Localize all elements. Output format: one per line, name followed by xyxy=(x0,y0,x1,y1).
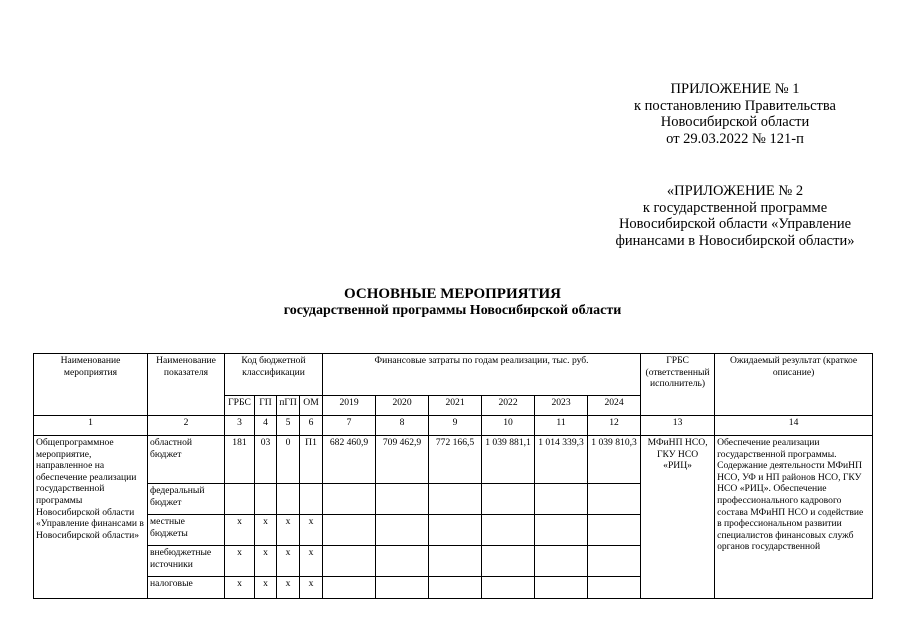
value-cell: 772 166,5 xyxy=(429,436,482,484)
indicator-cell: внебюджетные источники xyxy=(148,546,225,577)
value-cell: 1 014 339,3 xyxy=(535,436,588,484)
column-number: 12 xyxy=(588,416,641,436)
code-cell: х xyxy=(225,577,255,599)
appendix-2-line: «ПРИЛОЖЕНИЕ № 2 xyxy=(666,183,804,199)
value-cell xyxy=(376,546,429,577)
code-cell: х xyxy=(277,577,300,599)
subheader-code-grbs: ГРБС xyxy=(225,396,255,416)
column-number: 1 xyxy=(34,416,148,436)
subheader-code-gp: ГП xyxy=(255,396,277,416)
column-number: 10 xyxy=(482,416,535,436)
indicator-cell: местные бюджеты xyxy=(148,515,225,546)
appendix-2-line: Новосибирской области «Управление xyxy=(618,216,852,232)
header-indicator-name: Наименование показателя xyxy=(148,354,225,416)
code-cell: 181 xyxy=(225,436,255,484)
column-number: 3 xyxy=(225,416,255,436)
subheader-year: 2023 xyxy=(535,396,588,416)
value-cell xyxy=(535,515,588,546)
column-number: 5 xyxy=(277,416,300,436)
column-number: 8 xyxy=(376,416,429,436)
column-number: 4 xyxy=(255,416,277,436)
code-cell xyxy=(255,484,277,515)
value-cell xyxy=(588,577,641,599)
header-financial-costs: Финансовые затраты по годам реализации, тыс. руб. xyxy=(323,354,641,396)
header-event-name: Наименование мероприятия xyxy=(34,354,148,416)
value-cell xyxy=(482,546,535,577)
header-budget-code: Код бюджетной классификации xyxy=(225,354,323,396)
value-cell xyxy=(588,546,641,577)
code-cell: х xyxy=(225,546,255,577)
value-cell: 709 462,9 xyxy=(376,436,429,484)
value-cell: 682 460,9 xyxy=(323,436,376,484)
code-cell xyxy=(300,484,323,515)
main-events-table xyxy=(33,353,873,599)
value-cell xyxy=(588,484,641,515)
value-cell xyxy=(323,515,376,546)
table-row xyxy=(34,436,873,484)
value-cell xyxy=(323,577,376,599)
code-cell: 0 xyxy=(277,436,300,484)
value-cell xyxy=(376,515,429,546)
appendix-1-line: к постановлению Правительства xyxy=(634,97,836,114)
value-cell xyxy=(376,577,429,599)
column-number: 2 xyxy=(148,416,225,436)
value-cell xyxy=(482,577,535,599)
document-title: ОСНОВНЫЕ МЕРОПРИЯТИЯ xyxy=(344,286,561,302)
executor-cell: МФиНП НСО, ГКУ НСО «РИЦ» xyxy=(641,436,715,599)
value-cell xyxy=(429,515,482,546)
subheader-code-pgp: пГП xyxy=(277,396,300,416)
appendix-2-line: к государственной программе xyxy=(642,199,828,216)
value-cell xyxy=(535,546,588,577)
value-cell xyxy=(429,577,482,599)
subheader-year: 2022 xyxy=(482,396,535,416)
appendix-1-line: ПРИЛОЖЕНИЕ № 1 xyxy=(670,81,800,97)
code-cell: х xyxy=(300,515,323,546)
subheader-code-om: ОМ xyxy=(300,396,323,416)
appendix-1-line: Новосибирской области xyxy=(660,114,810,130)
code-cell xyxy=(225,484,255,515)
code-cell: х xyxy=(300,546,323,577)
code-cell: П1 xyxy=(300,436,323,484)
subheader-year: 2019 xyxy=(323,396,376,416)
code-cell: х xyxy=(255,546,277,577)
event-name-cell: Общепрограммное мероприятие, направленное на обеспечение реализации государственной программы Новосибирской области «Управление финансами в Новосибирской области» xyxy=(34,436,148,599)
column-number: 7 xyxy=(323,416,376,436)
value-cell xyxy=(323,484,376,515)
column-number: 9 xyxy=(429,416,482,436)
header-grbs-executor: ГРБС (ответственный исполнитель) xyxy=(641,354,715,416)
code-cell: х xyxy=(225,515,255,546)
subheader-year: 2024 xyxy=(588,396,641,416)
value-cell xyxy=(482,515,535,546)
value-cell xyxy=(429,484,482,515)
header-row xyxy=(34,354,873,396)
column-number: 11 xyxy=(535,416,588,436)
appendix-2-line: финансами в Новосибирской области» xyxy=(615,232,855,249)
value-cell xyxy=(535,484,588,515)
code-cell xyxy=(277,484,300,515)
value-cell xyxy=(429,546,482,577)
column-number: 14 xyxy=(715,416,873,436)
value-cell: 1 039 810,3 xyxy=(588,436,641,484)
value-cell xyxy=(323,546,376,577)
indicator-cell: областной бюджет xyxy=(148,436,225,484)
subheader-year: 2020 xyxy=(376,396,429,416)
column-number: 6 xyxy=(300,416,323,436)
value-cell xyxy=(376,484,429,515)
subheader-year: 2021 xyxy=(429,396,482,416)
indicator-cell: налоговые xyxy=(148,577,225,599)
column-number-row xyxy=(34,416,873,436)
document-subtitle: государственной программы Новосибирской области xyxy=(283,303,622,318)
value-cell xyxy=(482,484,535,515)
appendix-2-header xyxy=(585,183,885,249)
code-cell: х xyxy=(277,515,300,546)
expected-result-cell: Обеспечение реализации государственной программы. Содержание деятельности МФиНП НСО, УФ и НП районов НСО, ГКУ НСО «РИЦ». Обеспечение профессионального кадрового состава МФиНП НСО и содействие в профессиональном развитии специалистов финансовых служб органов государственной xyxy=(715,436,873,599)
value-cell xyxy=(588,515,641,546)
code-cell: х xyxy=(300,577,323,599)
code-cell: 03 xyxy=(255,436,277,484)
appendix-1-header xyxy=(585,81,885,147)
value-cell xyxy=(535,577,588,599)
code-cell: х xyxy=(255,515,277,546)
value-cell: 1 039 881,1 xyxy=(482,436,535,484)
code-cell: х xyxy=(255,577,277,599)
header-expected-result: Ожидаемый результат (краткое описание) xyxy=(715,354,873,416)
column-number: 13 xyxy=(641,416,715,436)
code-cell: х xyxy=(277,546,300,577)
indicator-cell: федеральный бюджет xyxy=(148,484,225,515)
appendix-1-line: от 29.03.2022 № 121-п xyxy=(666,130,804,147)
